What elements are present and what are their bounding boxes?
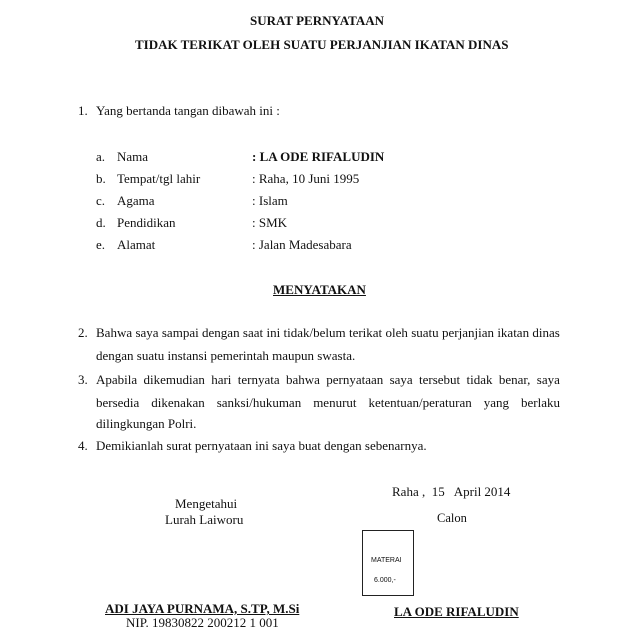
word: menurut <box>313 395 357 410</box>
materai-label: MATERAI <box>371 557 402 564</box>
field-value-tempat-tgl-lahir: : Raha, 10 Juni 1995 <box>252 171 360 186</box>
word: yang <box>483 395 509 410</box>
word: tidak/belum <box>283 325 346 340</box>
word: tersebut <box>419 372 461 387</box>
field-label-agama: Agama <box>117 193 155 208</box>
word: bersedia <box>96 395 140 410</box>
right-signatory-label: Calon <box>437 511 467 525</box>
word: oleh <box>385 325 408 340</box>
declaration-heading: MENYATAKAN <box>273 282 366 297</box>
word: pernyataan <box>326 372 384 387</box>
word: dengan <box>202 325 240 340</box>
title-line-1: SURAT PERNYATAAN <box>250 13 384 28</box>
statement-4-text: Demikianlah surat pernyataan ini saya buat dengan sebenarnya. <box>96 438 427 453</box>
word: benar, <box>498 372 531 387</box>
word: ini <box>266 325 281 340</box>
field-value-agama: : Islam <box>252 193 288 208</box>
word: ikatan <box>497 325 530 340</box>
word: tidak <box>466 372 493 387</box>
place-date: Raha , 15 April 2014 <box>392 484 511 499</box>
left-signatory-nip: NIP. 19830822 200212 1 001 <box>126 615 279 630</box>
field-letter: d. <box>96 215 106 230</box>
title-line-2: TIDAK TERIKAT OLEH SUATU PERJANJIAN IKATAN DINAS <box>135 37 509 52</box>
word: hari <box>211 372 232 387</box>
field-value-alamat: : Jalan Madesabara <box>252 237 352 252</box>
statement-3-line-1 <box>96 372 560 388</box>
word: ketentuan/peraturan <box>368 395 472 410</box>
field-letter: c. <box>96 193 106 208</box>
right-signatory-name: LA ODE RIFALUDIN <box>394 604 519 619</box>
field-letter: a. <box>96 149 106 164</box>
field-label-nama: Nama <box>117 149 149 164</box>
word: saat <box>242 325 264 340</box>
word: dinas <box>532 325 560 340</box>
statement-2-number: 2. <box>78 325 88 340</box>
word: Bahwa <box>96 325 133 340</box>
intro-text: Yang bertanda tangan dibawah ini : <box>96 103 280 118</box>
field-value-pendidikan: : SMK <box>252 215 288 230</box>
statement-3-line-2 <box>96 395 560 411</box>
word: perjanjian <box>442 325 494 340</box>
word: saya <box>389 372 413 387</box>
intro-number: 1. <box>78 103 88 118</box>
materai-amount: 6.000,- <box>374 577 396 584</box>
word: berlaku <box>520 395 560 410</box>
field-label-pendidikan: Pendidikan <box>117 215 176 230</box>
left-signatory-name: ADI JAYA PURNAMA, S.TP, M.Si <box>105 601 300 616</box>
left-signatory-label-1: Mengetahui <box>175 496 238 511</box>
word: saya <box>536 372 560 387</box>
word: bahwa <box>285 372 320 387</box>
word: dikenakan <box>151 395 205 410</box>
statement-4-number: 4. <box>78 438 88 453</box>
left-signatory-label-2: Lurah Laiworu <box>165 512 244 527</box>
word: sanksi/hukuman <box>216 395 302 410</box>
field-letter: e. <box>96 237 106 252</box>
word: saya <box>135 325 159 340</box>
word: sampai <box>161 325 199 340</box>
statement-2-line-1 <box>96 325 560 341</box>
word: suatu <box>411 325 439 340</box>
word: Apabila <box>96 372 138 387</box>
word: ternyata <box>237 372 280 387</box>
word: dikemudian <box>143 372 205 387</box>
field-label-alamat: Alamat <box>117 237 156 252</box>
field-value-nama: : LA ODE RIFALUDIN <box>252 149 385 164</box>
word: terikat <box>348 325 383 340</box>
statement-2-line-2: dengan suatu instansi pemerintah maupun swasta. <box>96 348 356 363</box>
statement-3-line-3: dilingkungan Polri. <box>96 416 197 431</box>
statement-3-number: 3. <box>78 372 88 387</box>
field-letter: b. <box>96 171 106 186</box>
field-label-tempat-tgl-lahir: Tempat/tgl lahir <box>117 171 201 186</box>
